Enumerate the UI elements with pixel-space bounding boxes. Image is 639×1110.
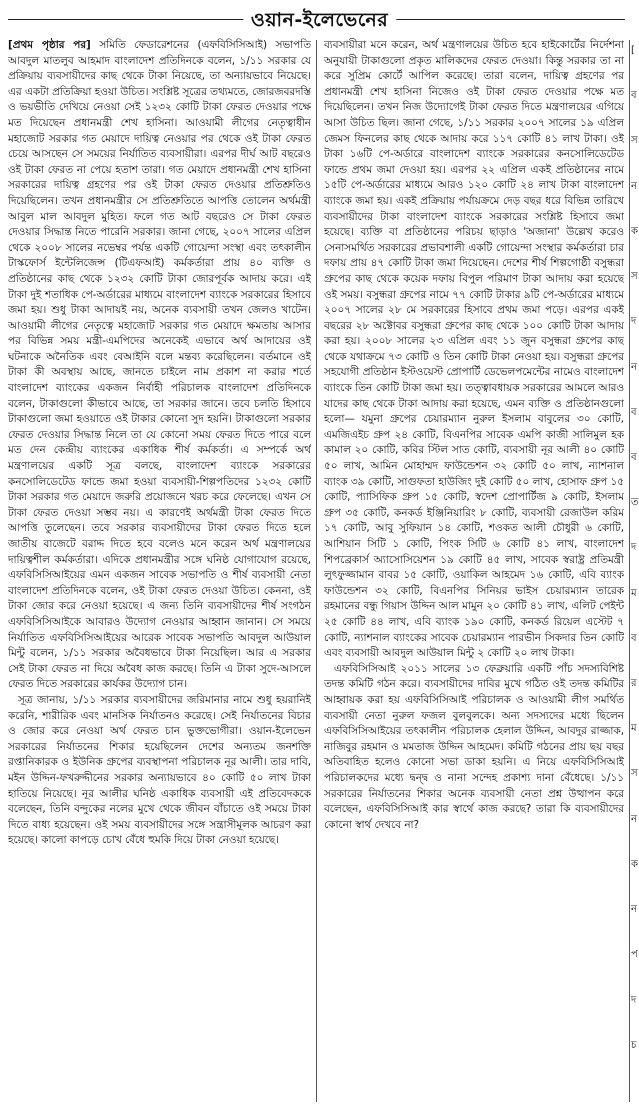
edge-glyph: ন bbox=[631, 362, 637, 373]
edge-glyph: র bbox=[631, 678, 637, 689]
left-paragraph-2: সূত্র জানায়, ১/১১ সরকার ব্যবসায়ীদের জরিমানার নামে শুধু হয়রানিই করেনি, শারীরিক এবং মানসিক নির্যাতনও করেছে। সেই নির্যাতনের বিচার ও জোর করে নেওয়া অর্থ ফেরত চান ভুক্তভোগীরা। ওয়ান-ইলেভেন সরকারের নির্যাতনের শিকার হয়েছিলেন দেশের অন্যতম জনশক্তি রপ্তানিকারক ও ইউনিক গ্রুপের ব্যবস্থাপনা পরিচালক নূর আলী। তার দাবি, মইন উদ্দিন-ফখরুদ্দীনের সরকার অন্যায়ভাবে ৪০ কোটি ৫০ লাখ টাকা হাতিয়ে নিয়েছে। নূর আলীর ঘনিষ্ঠ একাধিক ব্যবসায়ী এই প্রতিবেদককে বলেছেন, তিনি বন্দুকের নলের মুখে থেকে জীবন বাঁচাতে ওই সময়ে টাকা দিতে বাধ্য হয়েছেন। ওই সময় ব্যবসায়ীদের সঙ্গে সন্ত্রাসীমূলক আচরণ করা হয়েছে। কালো কাপড়ে চোখ বেঁধে হুমকি দিয়ে টাকা নেওয়া হয়েছে। bbox=[8, 693, 311, 847]
edge-glyph: স bbox=[631, 271, 638, 282]
section-title: ওয়ান-ইলেভেনের bbox=[243, 6, 396, 38]
edge-glyph: ত bbox=[631, 497, 639, 508]
edge-glyph: [ bbox=[631, 45, 635, 56]
edge-glyph: স bbox=[631, 135, 638, 146]
edge-glyph: প bbox=[631, 949, 638, 960]
edge-glyph: দ bbox=[631, 542, 637, 553]
edge-glyph: ক bbox=[631, 859, 638, 870]
edge-glyph: ব bbox=[631, 633, 637, 644]
edge-glyph: ব bbox=[631, 90, 637, 101]
edge-glyph: ক bbox=[631, 226, 638, 237]
left-paragraph-1 bbox=[8, 38, 311, 693]
edge-glyph: ব bbox=[631, 407, 637, 418]
left-column bbox=[8, 38, 311, 1106]
right-column bbox=[324, 38, 624, 1106]
continuation-marker: [প্রথম পৃষ্ঠার পর] bbox=[8, 39, 91, 51]
edge-glyph: দ bbox=[631, 995, 637, 1006]
edge-glyph: ম bbox=[631, 723, 637, 734]
adjacent-article-edge bbox=[631, 40, 639, 1102]
edge-glyph: ন bbox=[631, 814, 637, 825]
edge-column-divider bbox=[629, 40, 630, 1102]
edge-glyph: ব bbox=[631, 452, 637, 463]
edge-glyph: চ bbox=[631, 1040, 637, 1051]
right-paragraph-1: ব্যবসায়ীরা মনে করেন, অর্থ মন্ত্রণালয়ের উচিত হবে হাইকোর্টের নির্দেশনা অনুযায়ী টাকাগুলো প্রকৃত মালিকদের ফেরত দেওয়া। কিন্তু সরকার তা না করে সুপ্রিম কোর্টে আপিল করেছে। তারা বলেন, দায়িত্ব গ্রহণের পর প্রধানমন্ত্রী শেখ হাসিনা নিজেও ওই টাকা ফেরত দেওয়ার পক্ষে মত দিয়েছিলেন। তখন নিজ উদ্যোগেই টাকা ফেরত দিতে মন্ত্রণালয়ের এগিয়ে আসা উচিত ছিল। জানা গেছে, ১/১১ সরকার ২০০৭ সালের ১৯ এপ্রিল জেমস ফিনলের কাছ থেকে আদায় করে ১১৭ কোটি ৪১ লাখ টাকা। ওই টাকা ১৬টি পে-অর্ডারে বাংলাদেশ ব্যাংকে সরকারের কনসোলিডেটেড ফান্ডে প্রথম জমা দেওয়া হয়। এরপর ২২ এপ্রিল একই প্রতিষ্ঠানের নামে ১৫টি পে-অর্ডারের মাধ্যমে আরও ১২০ কোটি ২৪ লাখ টাকা বাংলাদেশ ব্যাংকে জমা হয়। একই প্রক্রিয়ায় পর্যায়ক্রমে দেড় বছর ধরে বিভিন্ন তারিখে ব্যবসায়ীদের টাকা বাংলাদেশ ব্যাংকে সরকারের সংশ্লিষ্ট হিসাবে জমা হয়েছে। ব্যক্তি বা প্রতিষ্ঠানের পরিচয় ছাড়াও 'অজানা' উল্লেখ করেও সেনাসমর্থিত সরকারের প্রভাবশালী একটি গোয়েন্দা সংস্থার কর্মকর্তারা চার দফায় প্রায় ৪৭ কোটি টাকা জমা দিয়েছেন। দেশের শীর্ষ শিল্পগোষ্ঠী বসুন্ধরা গ্রুপের কাছ থেকে কয়েক দফায় বিপুল পরিমাণ টাকা আদায় করা হয়েছে ওই সময়। বসুন্ধরা গ্রুপের নামে ৭৭ কোটি টাকার ৯টি পে-অর্ডারের মাধ্যমে ২০০৭ সালের ২৮ মে সরকারের হিসাবে প্রথম জমা পড়ে। এরপর একই বছরের ২৮ অক্টোবর বসুন্ধরা গ্রুপের কাছ থেকে ১০০ কোটি টাকা আদায় করা হয়। ২০০৮ সালের ২৩ এপ্রিল এবং ১১ জুন বসুন্ধরা গ্রুপের কাছ থেকে যথাক্রমে ৭৩ কোটি ও তিন কোটি টাকা নেওয়া হয়। বসুন্ধরা গ্রুপের সহযোগী প্রতিষ্ঠান ইস্টওয়েস্ট প্রোপার্টি ডেভেলপমেন্টের নামেও বাংলাদেশ ব্যাংকে তিন কোটি টাকা জমা হয়। তত্ত্বাবধায়ক সরকারের আমলে আরও যাদের কাছ থেকে টাকা আদায় করা হয়েছে, এমন ব্যক্তি ও প্রতিষ্ঠানগুলো হলো— যমুনা গ্রুপের চেয়ারম্যান নুরুল ইসলাম বাবুলের ৩০ কোটি, এমজিএইচ গ্রুপ ২৪ কোটি, বিএনপির সাবেক এমপি কাজী সালিমুল হক কামাল ২০ কোটি, কবির স্টিল সাত কোটি, ব্যবসায়ী নূর আলী ৪০ কোটি ৫০ লাখ, আমিন মোহাম্মদ ফাউন্ডেশন ৩২ কোটি ৫০ লাখ, ন্যাশনাল ব্যাংক ৩৯ কোটি, সাগুফতা হাউজিং দুই কোটি ৫০ লাখ, হোসাফ গ্রুপ ১৫ কোটি, প্যাসিফিক গ্রুপ ১৫ কোটি, স্বদেশ প্রোপার্টিজ ৯ কোটি, ইসলাম গ্রুপ ৩৫ কোটি, কনকর্ড ইঞ্জিনিয়ারিং ৮ কোটি, ব্যবসায়ী রেজাউল করিম ১৭ কোটি, আবু সুফিয়ান ১৪ কোটি, শওকত আলী চৌধুরী ৬ কোটি, আশিয়ান সিটি ১ কোটি, পিংক সিটি ৬ কোটি ৪১ লাখ, বাংলাদেশ শিপব্রেকার্স অ্যাসোসিয়েশন ১৯ কোটি ৪৫ লাখ, সাবেক স্বরাষ্ট্র প্রতিমন্ত্রী লুৎফুজ্জামান বাবর ১৫ কোটি, ওয়াকিল আহমেদ ১৬ কোটি, এবি ব্যাংক ফাউন্ডেশন ৩২ কোটি, বিএনপির সিনিয়র ভাইস চেয়ারম্যান তারেক রহমানের বন্ধু গিয়াস উদ্দিন আল মামুন ২০ কোটি ৪১ লাখ, এলিট পেইন্ট ২৫ কোটি ৪৪ লাখ, এবি ব্যাংক ১৯০ কোটি, কনকর্ড রিয়েল এস্টেট ৭ কোটি, ন্যাশনাল ব্যাংকের সাবেক চেয়ারম্যান পারভীন সিকদার তিন কোটি এবং ব্যবসায়ী আবদুল আউয়াল মিন্টু ২ কোটি ২০ লাখ টাকা। bbox=[324, 39, 624, 660]
edge-glyph: দ bbox=[631, 316, 637, 327]
edge-glyph: ম bbox=[631, 588, 637, 599]
edge-glyph: ন bbox=[631, 904, 637, 915]
section-header bbox=[0, 0, 639, 40]
edge-glyph: স bbox=[631, 768, 638, 779]
column-divider bbox=[316, 40, 317, 1102]
left-paragraph-1-text: সমিতি ফেডারেশনের (এফবিসিসিআই) সভাপতি আবদুল মাতলুব আহমাদ বাংলাদেশ প্রতিদিনকে বলেন, ১/১১ সরকার যে প্রক্রিয়ায় ব্যবসায়ীদের কাছ থেকে টাকা নিয়েছে, তা অন্যায়ভাবে নিয়েছে। এর একটা প্রতিক্রিয়া হওয়া উচিত। সংশ্লিষ্ট সূত্রের তথ্যমতে, জোরজবরদস্তি ও ভয়ভীতি দেখিয়ে নেওয়া সেই ১২৩২ কোটি টাকা ফেরত দেওয়ার পক্ষে মত দিয়েছেন প্রধানমন্ত্রী শেখ হাসিনা। আওয়ামী লীগের নেতৃত্বাধীন মহাজোট সরকার গত মেয়াদে দায়িত্ব নেওয়ার পর থেকে ওই টাকা ফেরত চেয়ে আসছেন সে সময়ের নির্যাতিত ব্যবসায়ীরা। এরপর দীর্ঘ আট বছরেও ওই টাকা ফেরত না পেয়ে হতাশ তারা। গত মেয়াদে প্রধানমন্ত্রী শেখ হাসিনা সরকারের দায়িত্ব গ্রহণের পর ওই টাকা ফেরত দেওয়ার প্রতিশ্রুতিও দিয়েছিলেন। তখন প্রধানমন্ত্রীর সে প্রতিশ্রুতিতে আপত্তি তোলেন অর্থমন্ত্রী আবুল মাল আবদুল মুহিত। ফলে গত আট বছরেও সে টাকা ফেরত দেওয়ার সিদ্ধান্ত নিতে পারেনি সরকার। জানা গেছে, ২০০৭ সালের এপ্রিল থেকে ২০০৮ সালের নভেম্বর পর্যন্ত একটি গোয়েন্দা সংস্থা এবং তৎকালীন টাস্কফোর্স ইন্টেলিজেন্স (টিএফআই) কর্মকর্তারা প্রায় ৪০ ব্যক্তি ও প্রতিষ্ঠানের কাছ থেকে ১২৩২ কোটি টাকা জোরপূর্বক আদায় করে। এই টাকা দুই শতাধিক পে-অর্ডারের মাধ্যমে বাংলাদেশ ব্যাংকে সরকারের হিসাবে জমা হয়। শুধু টাকা আদায়ই নয়, অনেক ব্যবসায়ী তখন জেলও খাটেন। আওয়ামী লীগের নেতৃত্বে মহাজোট সরকার গত মেয়াদে ক্ষমতায় আসার পর বিভিন্ন সময় মন্ত্রী-এমপিদের অনেকেই এভাবে অর্থ আদায়ের ওই ঘটনাকে অনৈতিক এবং বেআইনি বলে মন্তব্য করেছিলেন। বর্তমানে ওই টাকা কী অবস্থায় আছে, জানতে চাইলে নাম প্রকাশ না করার শর্তে বাংলাদেশ ব্যাংকের একজন নির্বাহী পরিচালক বাংলাদেশ প্রতিদিনকে বলেন, টাকাগুলো কীভাবে আছে, তা সরকার জানে। তবে চলতি হিসাবে টাকাগুলো জমা হওয়াতে ওই টাকার কোনো সুদ হয়নি। টাকাগুলো সরকার ফেরত দেওয়ার সিদ্ধান্ত নিলে তা যে কোনো সময় ফেরত দিতে পারে বলে মত দেন কেন্দ্রীয় ব্যাংকের একাধিক শীর্ষ কর্মকর্তা। এ সম্পর্কে অর্থ মন্ত্রণালয়ের একটি সূত্র বলছে, বাংলাদেশ ব্যাংকে সরকারের কনসোলিডেটেড ফান্ডে জমা হওয়া ব্যবসায়ী-শিল্পপতিদের ১২৩২ কোটি টাকা সরকার গত মেয়াদে জরুরি প্রয়োজনে খরচ করে ফেলেছে। এখন সে টাকা ফেরত দেওয়া সম্ভব নয়। এ কারণেই অর্থমন্ত্রী টাকা ফেরত দিতে আপত্তি তুলেছেন। তবে সরকার ব্যবসায়ীদের টাকা ফেরত দিতে হলে জাতীয় বাজেটে বরাদ্দ দিতে হবে বলেও মনে করেন অর্থ মন্ত্রণালয়ের দায়িত্বশীল কর্মকর্তারা। এদিকে প্রধানমন্ত্রীর সঙ্গে ঘনিষ্ঠ যোগাযোগ রয়েছে, এফবিসিসিআইয়ের এমন একজন সাবেক সভাপতি ও শীর্ষ ব্যবসায়ী নেতা বাংলাদেশ প্রতিদিনকে বলেন, ওই টাকা ফেরত দেওয়া উচিত। কেননা, ওই টাকা জোর করে নেওয়া হয়েছে। এ জন্য তিনি ব্যবসায়ীদের শীর্ষ সংগঠন এফবিসিসিআইকে আবারও উদ্যোগ নেওয়ার আহ্বান জানান। সে সময়ে নির্যাতিত এফবিসিসিআইয়ের আরেক সাবেক সভাপতি আবদুল আউয়াল মিন্টু বলেন, ১/১১ সরকার অবৈধভাবে টাকা নিয়েছিল। আর এ সরকার সেই টাকা ফেরত না দিয়ে অবৈধ কাজ করছে। তিনি এ টাকা সুদে-আসলে ফেরত দিতে সরকারের কার্যকর উদ্যোগ চান। bbox=[8, 39, 311, 691]
edge-glyph: ন bbox=[631, 181, 637, 192]
right-paragraph-2: এফবিসিসিআই ২০১১ সালের ১৩ ফেব্রুয়ারি একটি পাঁচ সদস্যবিশিষ্ট তদন্ত কমিটি গঠন করে। ব্যবসায়ীদের দাবির মুখে গঠিত ওই তদন্ত কমিটির আহ্বায়ক করা হয় এফবিসিসিআই পরিচালক ও আওয়ামী লীগ সমর্থিত ব্যবসায়ী নেতা নুরুল ফজল বুলবুলকে। অন্য সদস্যদের মধ্যে ছিলেন এফবিসিসিআইয়ের তৎকালীন পরিচালক হেলাল উদ্দিন, আবদুর রাজ্জাক, নাজিবুর রহমান ও মমতাজ উদ্দিন আহমেদ। কমিটি গঠনের প্রায় ছয় বছর অতিবাহিত হলেও কোনো সভা ডাকা হয়নি। এ নিয়ে এফবিসিসিআই পরিচালকদের মধ্যে দ্বন্দ্ব ও নানা সন্দেহ প্রকাশ্য দানা বেঁধেছে। ১/১১ সরকারের নির্যাতনের শিকার অনেক ব্যবসায়ী নেতা প্রশ্ন উত্থাপন করে বলেছেন, এফবিসিসিআই কার স্বার্থে কাজ করছে? তারা কি ব্যবসায়ীদের কোনো স্বার্থ দেখবে না? bbox=[324, 662, 624, 831]
